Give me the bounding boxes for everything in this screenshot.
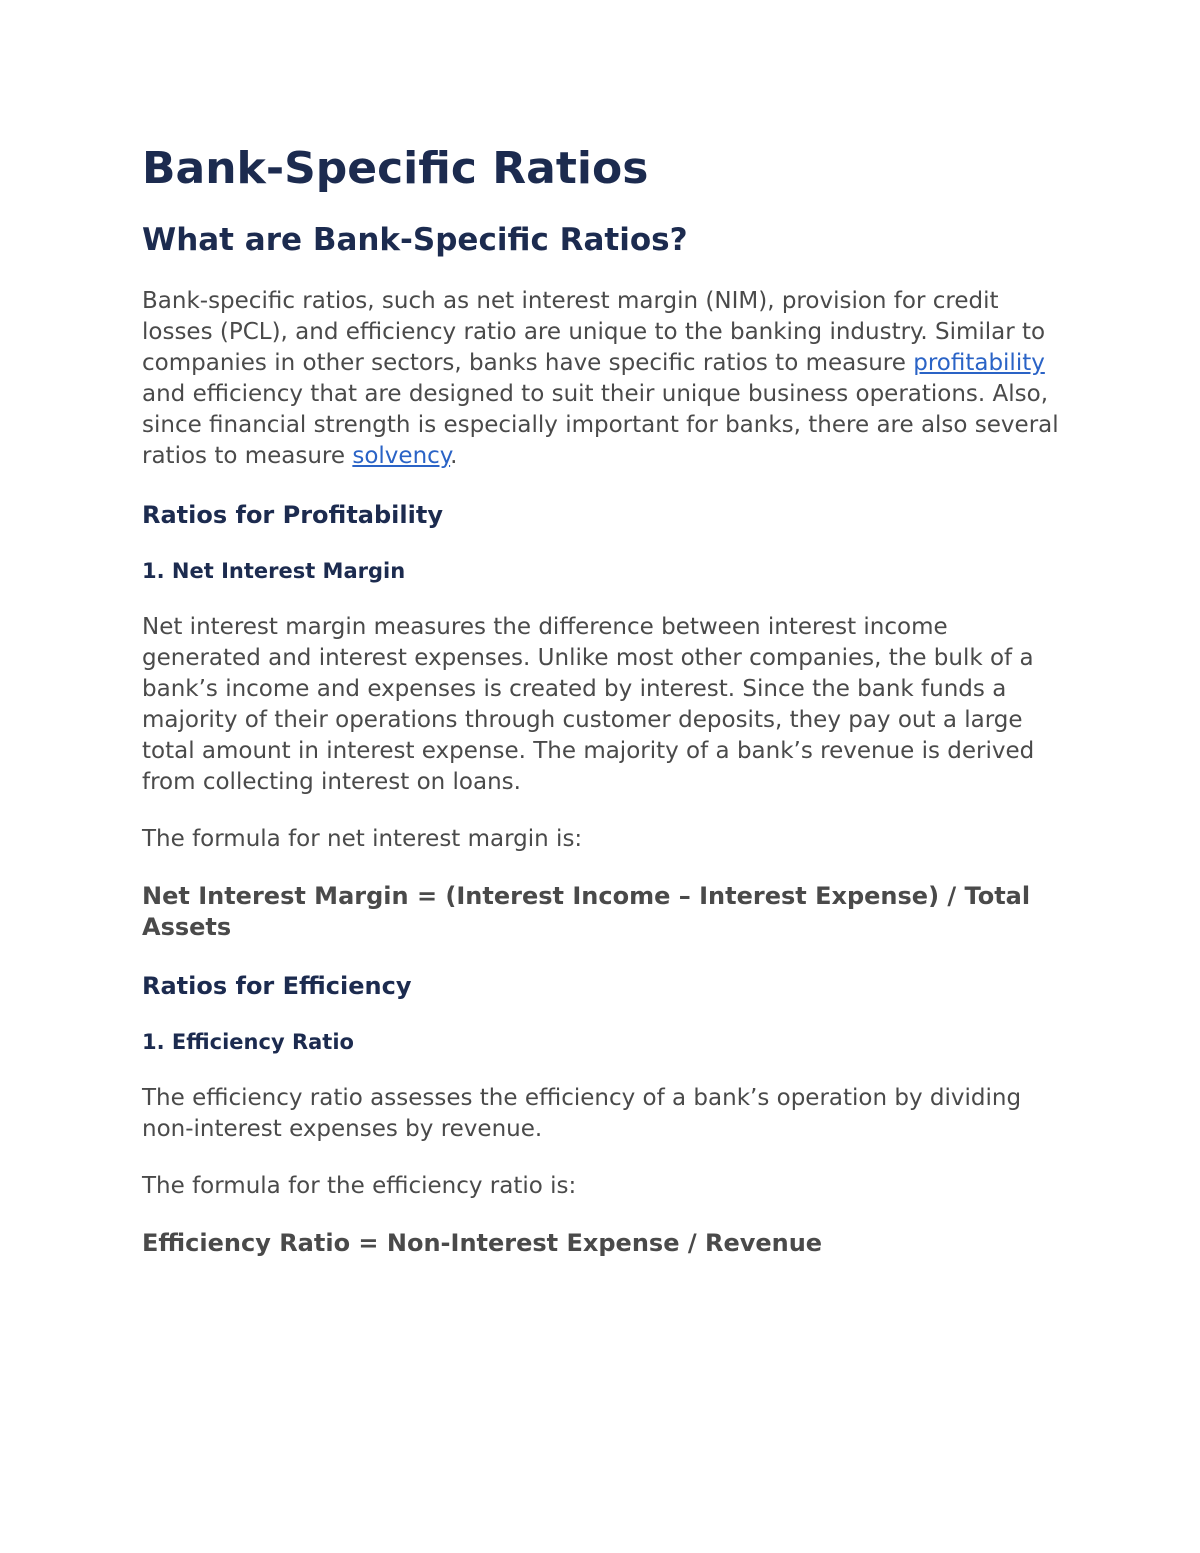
- net-interest-margin-formula-intro: The formula for net interest margin is:: [142, 826, 583, 852]
- document-content: [142, 138, 1072, 1259]
- efficiency-heading: Ratios for Efficiency: [142, 972, 412, 1000]
- intro-text-2: and efficiency that are designed to suit their unique business operations. Also, since financial strength is especially important for banks, there are also several ratios to measure: [142, 381, 1059, 469]
- section-subtitle: What are Bank-Specific Ratios?: [142, 222, 688, 258]
- profitability-link[interactable]: profitability: [913, 350, 1045, 376]
- intro-text-1: Bank-specific ratios, such as net interest margin (NIM), provision for credit losses (PCL), and efficiency ratio are unique to the banking industry. Similar to companies in other sectors, banks have specific ratios to measure: [142, 288, 1046, 376]
- efficiency-ratio-heading: 1. Efficiency Ratio: [142, 1030, 354, 1054]
- intro-paragraph: [142, 286, 1072, 472]
- profitability-heading: Ratios for Profitability: [142, 501, 443, 529]
- efficiency-ratio-body: The efficiency ratio assesses the efficiency of a bank’s operation by dividing non-interest expenses by revenue.: [142, 1085, 1022, 1142]
- efficiency-ratio-formula-intro: The formula for the efficiency ratio is:: [142, 1173, 577, 1199]
- page-title: Bank-Specific Ratios: [142, 143, 649, 194]
- net-interest-margin-heading: 1. Net Interest Margin: [142, 559, 406, 583]
- intro-text-3: .: [450, 443, 458, 469]
- net-interest-margin-formula: Net Interest Margin = (Interest Income – Interest Expense) / Total Assets: [142, 882, 1031, 941]
- efficiency-ratio-formula: Efficiency Ratio = Non-Interest Expense / Revenue: [142, 1229, 823, 1257]
- net-interest-margin-body: Net interest margin measures the difference between interest income generated and interest expenses. Unlike most other companies, the bulk of a bank’s income and expenses is created by interest. Since the bank funds a majority of their operations through customer deposits, they pay out a large total amount in interest expense. The majority of a bank’s revenue is derived from collecting interest on loans.: [142, 614, 1035, 795]
- solvency-link[interactable]: solvency: [352, 443, 451, 469]
